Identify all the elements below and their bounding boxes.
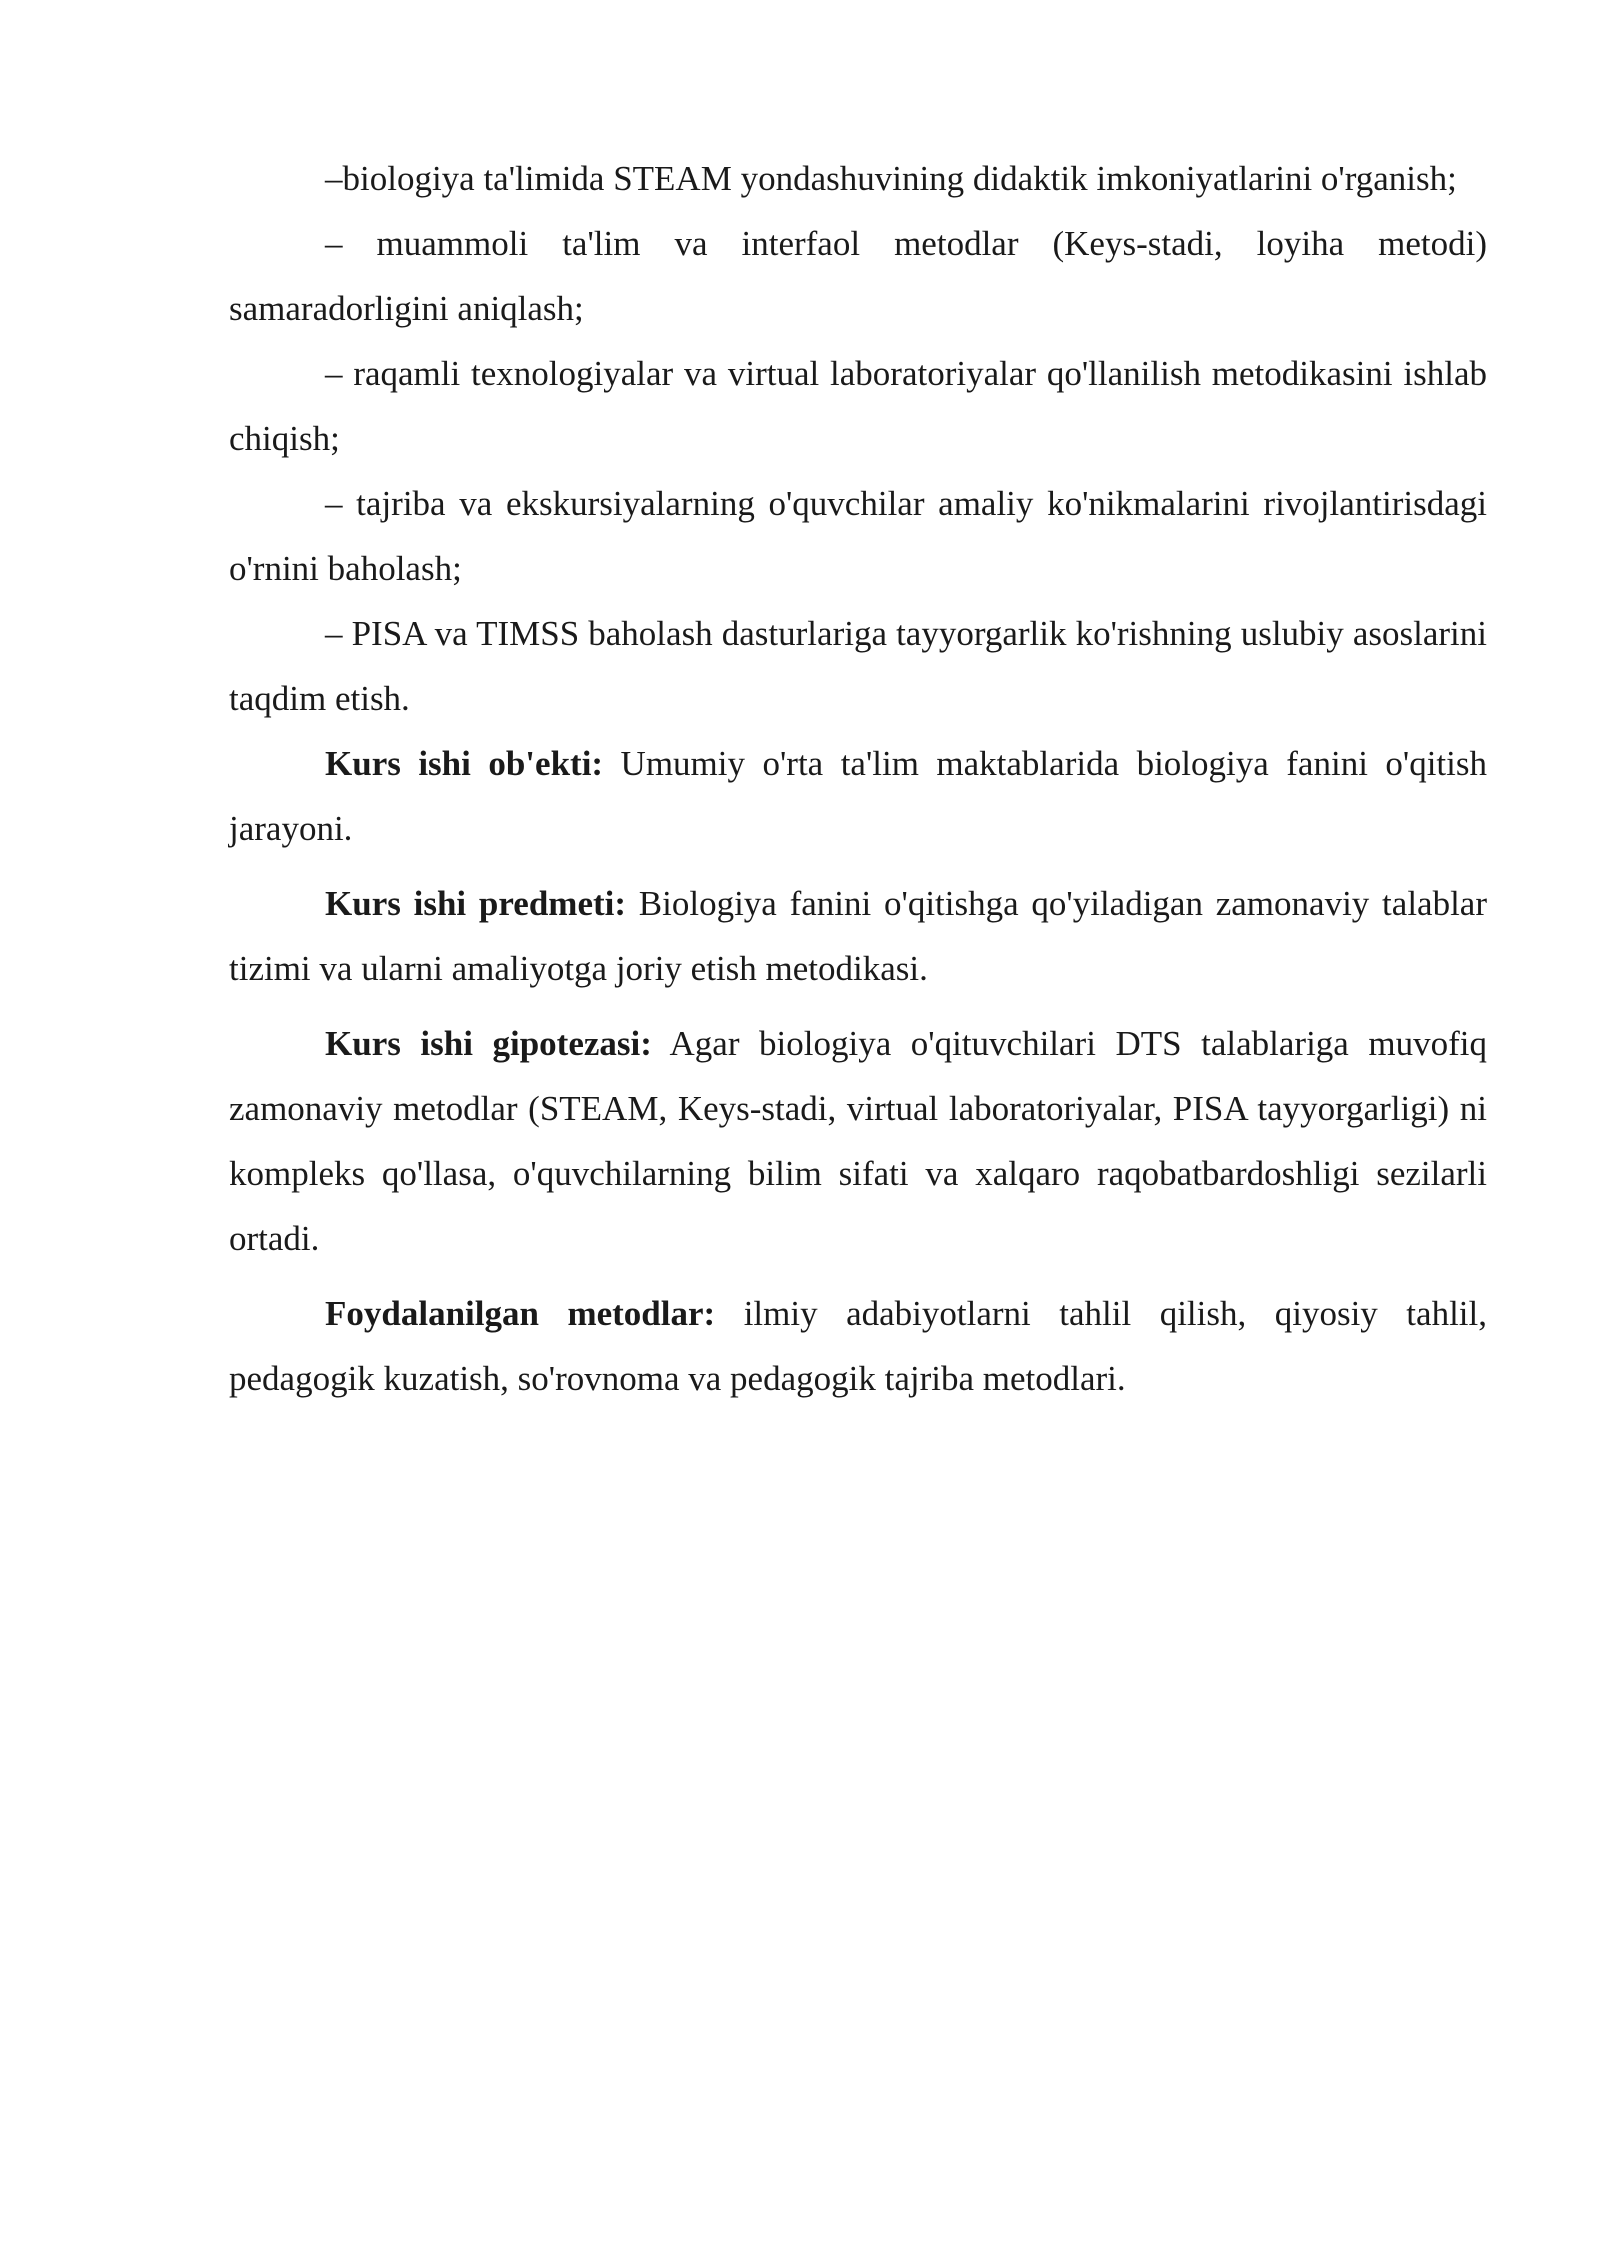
hypothesis-label: Kurs ishi gipotezasi: [325,1024,652,1063]
task-item-5: – PISA va TIMSS baholash dasturlariga tayyorgarlik ko'rishning uslubiy asoslarini taqdim etish. [229,614,1487,718]
object-label: Kurs ishi ob'ekti: [325,744,604,783]
document-page [229,146,1487,1411]
object-paragraph [229,731,1487,861]
hypothesis-text: Agar biologiya o'qituvchilari DTS talablariga muvofiq zamonaviy metodlar (STEAM, Keys-stadi, virtual laboratoriyalar, PISA tayyorgarligi) ni kompleks qo'llasa, o'quvchilarning bilim sifati va xalqaro raqobatbardoshligi sezilarli ortadi. [229,1024,1487,1258]
task-item-4: – tajriba va ekskursiyalarning o'quvchilar amaliy ko'nikmalarini rivojlantirisdagi o'rnini baholash; [229,484,1487,588]
methods-text: ilmiy adabiyotlarni tahlil qilish, qiyosiy tahlil, pedagogik kuzatish, so'rovnoma va pedagogik tajriba metodlari. [229,1294,1487,1398]
hypothesis-paragraph [229,1011,1487,1271]
object-text: Umumiy o'rta ta'lim maktablarida biologiya fanini o'qitish jarayoni. [229,744,1487,848]
methods-label: Foydalanilgan metodlar: [325,1294,716,1333]
methods-paragraph [229,1281,1487,1411]
task-item-3: – raqamli texnologiyalar va virtual laboratoriyalar qo'llanilish metodikasini ishlab chiqish; [229,354,1487,458]
task-item-1: –biologiya ta'limida STEAM yondashuvining didaktik imkoniyatlarini o'rganish; [325,159,1457,198]
subject-label: Kurs ishi predmeti: [325,884,627,923]
task-item-2: – muammoli ta'lim va interfaol metodlar (Keys-stadi, loyiha metodi) samaradorligini aniqlash; [229,224,1487,328]
subject-text: Biologiya fanini o'qitishga qo'yiladigan zamonaviy talablar tizimi va ularni amaliyotga joriy etish metodikasi. [229,884,1487,988]
subject-paragraph [229,871,1487,1001]
